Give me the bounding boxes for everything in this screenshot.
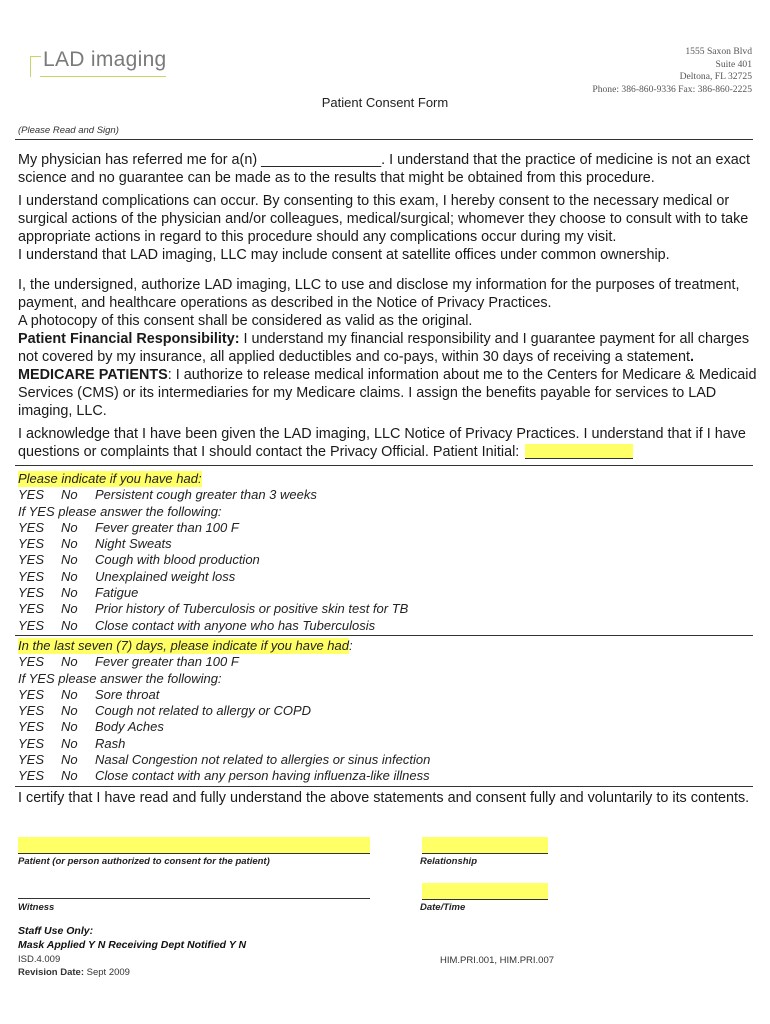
satellite-offices-paragraph: I understand that LAD imaging, LLC may include consent at satellite offices under common ownership. (18, 247, 670, 263)
no-option[interactable]: No (61, 585, 78, 601)
no-option[interactable]: No (61, 601, 78, 617)
question-row (18, 719, 758, 735)
certify-statement: I certify that I have read and fully understand the above statements and consent fully and voluntarily to its contents. (18, 790, 750, 806)
question-row (18, 585, 758, 601)
question-text: Rash (95, 735, 126, 751)
question-text: Prior history of Tuberculosis or positive skin test for TB (95, 601, 409, 617)
revision-label: Revision Date: (18, 967, 84, 978)
section-heading-row (18, 471, 758, 487)
question-text: Cough not related to allergy or COPD (95, 703, 312, 719)
question-text: Nasal Congestion not related to allergies or sinus infection (95, 752, 431, 768)
question-text: Close contact with any person having influenza-like illness (95, 768, 430, 784)
question-row (18, 520, 758, 536)
yes-option[interactable]: YES (18, 686, 45, 702)
yes-option[interactable]: YES (18, 654, 45, 670)
date-time-field[interactable] (422, 883, 548, 900)
question-row (18, 654, 758, 670)
yes-option[interactable]: YES (18, 585, 45, 601)
revision-value: Sept 2009 (84, 967, 130, 978)
no-option[interactable]: No (61, 686, 78, 702)
question-row (18, 601, 758, 617)
question-text: Close contact with anyone who has Tuberculosis (95, 617, 376, 633)
privacy-authorization-paragraph: I, the undersigned, authorize LAD imaging, LLC to use and disclose my information for the purposes of treatment, payment, and healthcare operations as described in the Notice of Privacy Practices. (18, 277, 740, 311)
question-text: Body Aches (95, 719, 164, 735)
flu-section-heading: In the last seven (7) days, please indicate if you have had (18, 638, 349, 653)
no-option[interactable]: No (61, 487, 78, 503)
financial-responsibility-paragraph (18, 330, 758, 420)
question-row (18, 703, 758, 719)
staff-use-section (18, 924, 246, 952)
header-divider (15, 139, 753, 140)
address-phone-fax: Phone: 386-860-9336 Fax: 386-860-2225 (592, 83, 752, 95)
yes-option[interactable]: YES (18, 735, 45, 751)
no-option[interactable]: No (61, 519, 78, 535)
yes-option[interactable]: YES (18, 768, 45, 784)
no-option[interactable]: No (61, 536, 78, 552)
yes-option[interactable]: YES (18, 752, 45, 768)
consent-body (18, 151, 758, 461)
tb-section-heading: Please indicate if you have had: (18, 471, 202, 486)
yes-option[interactable]: YES (18, 719, 45, 735)
address-line: Suite 401 (715, 58, 752, 70)
privacy-notice-text: I acknowledge that I have been given the LAD imaging, LLC Notice of Privacy Practices. I understand that if I have questions or complaints that I should contact the Privacy Official. Patient Initial: (18, 426, 746, 460)
section1-top-divider (15, 465, 753, 466)
witness-label: Witness (18, 902, 55, 913)
no-option[interactable]: No (61, 752, 78, 768)
relationship-label: Relationship (420, 856, 478, 867)
patient-signature-field[interactable] (18, 837, 370, 854)
medicare-label: . MEDICARE PATIENTS (18, 349, 694, 383)
flu-screening-section (18, 638, 758, 785)
no-option[interactable]: No (61, 719, 78, 735)
question-row (18, 687, 758, 703)
tb-screening-section (18, 471, 758, 634)
no-option[interactable]: No (61, 768, 78, 784)
question-text: Fever greater than 100 F (95, 654, 239, 670)
question-row (18, 736, 758, 752)
question-text: Fatigue (95, 585, 139, 601)
lad-imaging-logo (30, 46, 167, 82)
no-option[interactable]: No (61, 617, 78, 633)
yes-option[interactable]: YES (18, 552, 45, 568)
patient-signature-label: Patient (or person authorized to consent for the patient) (18, 856, 270, 867)
followup-instruction: If YES please answer the following: (18, 503, 222, 519)
logo-text: LAD imaging (43, 48, 167, 71)
address-line: 1555 Saxon Blvd (685, 46, 752, 57)
privacy-notice-paragraph (18, 425, 758, 461)
no-option[interactable]: No (61, 654, 78, 670)
financial-label: Patient Financial Responsibility: (18, 331, 240, 347)
question-text: Unexplained weight loss (95, 568, 236, 584)
yes-option[interactable]: YES (18, 536, 45, 552)
yes-option[interactable]: YES (18, 601, 45, 617)
logo-bracket (30, 56, 41, 77)
him-policy-codes: HIM.PRI.001, HIM.PRI.007 (440, 955, 555, 966)
yes-option[interactable]: YES (18, 519, 45, 535)
no-option[interactable]: No (61, 552, 78, 568)
relationship-field[interactable] (422, 837, 548, 854)
question-row (18, 552, 758, 568)
followup-instruction: If YES please answer the following: (18, 670, 222, 686)
question-text: Cough with blood production (95, 552, 260, 568)
question-row (18, 569, 758, 585)
witness-signature-field[interactable] (18, 898, 370, 899)
logo-underline (40, 76, 166, 77)
question-text: Night Sweats (95, 536, 172, 552)
yes-option[interactable]: YES (18, 568, 45, 584)
complications-paragraph: I understand complications can occur. By consenting to this exam, I hereby consent to the necessary medical or surgical actions of the physician and/or colleagues, medical/surgical; whomever they choose to consult with to take appropriate actions in regard to this procedure should any complications occur during my visit. (18, 193, 749, 245)
form-code: ISD.4.009 (18, 954, 61, 965)
revision-date (18, 967, 130, 978)
yes-option[interactable]: YES (18, 487, 45, 503)
financial-text: I understand my financial responsibility and I guarantee payment for all charges not covered by my insurance, all applied deductibles and co-pays, within 30 days of receiving a statement (18, 331, 750, 365)
section-heading-row (18, 638, 758, 654)
referral-paragraph: My physician has referred me for a(n) _______________. I understand that the practice of medicine is not an exact science and no guarantee can be made as to the results that might be obtained from this procedure. (18, 152, 750, 186)
address-line: Deltona, FL 32725 (679, 71, 752, 82)
certify-divider (15, 786, 753, 787)
no-option[interactable]: No (61, 735, 78, 751)
question-text: Persistent cough greater than 3 weeks (95, 487, 317, 503)
followup-instruction-row (18, 504, 758, 520)
question-row (18, 536, 758, 552)
question-row (18, 618, 758, 634)
staff-use-heading: Staff Use Only: (18, 925, 94, 937)
no-option[interactable]: No (61, 703, 78, 719)
question-row (18, 752, 758, 768)
no-option[interactable]: No (61, 568, 78, 584)
section2-top-divider (15, 635, 753, 636)
yes-option[interactable]: YES (18, 617, 45, 633)
photocopy-paragraph: A photocopy of this consent shall be considered as valid as the original. (18, 313, 473, 329)
date-time-label: Date/Time (420, 902, 466, 913)
heading-colon: : (348, 638, 353, 653)
question-text: Sore throat (95, 686, 160, 702)
medicare-text: : I authorize to release medical information about me to the Centers for Medicare & Medicaid Services (CMS) or its intermediaries for my Medicare claims. I assign the benefits payable for services to LAD imaging, LLC. (18, 367, 757, 419)
yes-option[interactable]: YES (18, 703, 45, 719)
question-row (18, 768, 758, 784)
question-text: Fever greater than 100 F (95, 519, 239, 535)
clinic-address (592, 46, 752, 96)
patient-initial-field[interactable] (525, 444, 633, 459)
form-title: Patient Consent Form (321, 95, 449, 110)
question-row (18, 487, 758, 503)
read-and-sign-instruction: (Please Read and Sign) (18, 125, 119, 136)
staff-checkboxes: Mask Applied Y N Receiving Dept Notified Y N (18, 939, 247, 951)
followup-instruction-row (18, 671, 758, 687)
